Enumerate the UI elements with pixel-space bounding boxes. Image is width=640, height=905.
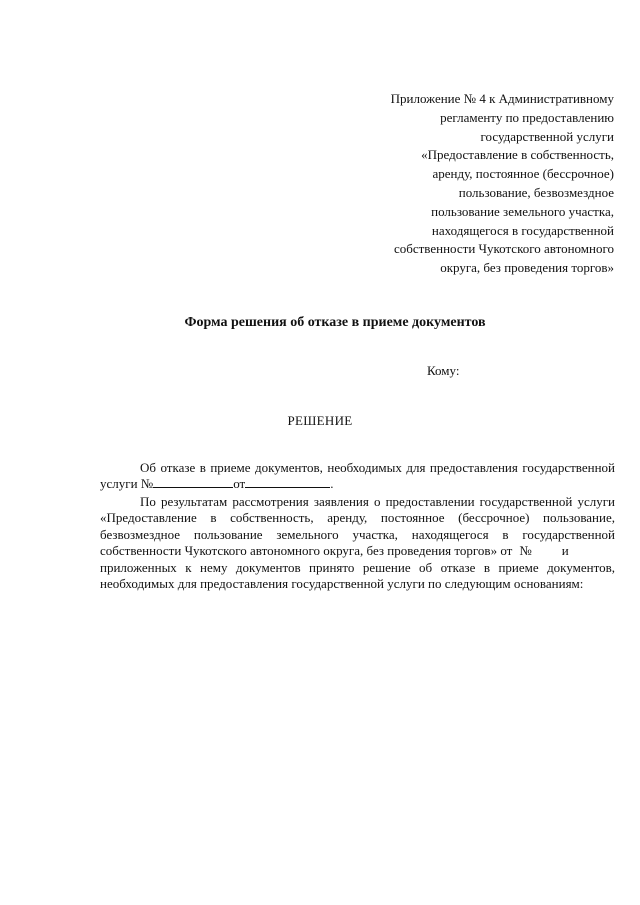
service-number-label: услуги № (100, 476, 154, 492)
appendix-line: Приложение № 4 к Административному (390, 91, 614, 106)
decision-heading: РЕШЕНИЕ (287, 413, 353, 428)
paragraph-line: приложенных к нему документов принято решение об отказе в приеме документов, (100, 559, 615, 575)
refusal-paragraph (100, 460, 615, 493)
service-number-blank[interactable] (153, 476, 233, 488)
line-end-period: . (330, 476, 334, 492)
paragraph-line (100, 476, 615, 492)
appendix-line: находящегося в государственной (431, 222, 614, 238)
appendix-line: государственной услуги (480, 128, 614, 144)
appendix-line: аренду, постоянное (бессрочное) (432, 166, 614, 182)
recipient-label: Кому: (427, 363, 460, 378)
paragraph-line (100, 543, 615, 559)
appendix-header (354, 90, 614, 278)
appendix-line: пользование земельного участка, (431, 203, 614, 219)
paragraph-line: необходимых для предоставления государственной услуги по следующим основаниям: (100, 576, 584, 592)
number-sign: № (519, 543, 532, 559)
paragraph-line: Об отказе в приеме документов, необходимых для предоставления государственной (140, 460, 615, 475)
form-title: Форма решения об отказе в приеме документов (184, 315, 486, 330)
appendix-line: «Предоставление в собственность, (421, 147, 614, 163)
date-blank[interactable] (245, 476, 330, 488)
application-date-text: собственности Чукотского автономного округа, без проведения торгов» от (100, 543, 513, 559)
paragraph-line: По результатам рассмотрения заявления о предоставлении государственной услуги (140, 494, 615, 509)
paragraph-line: безвозмездное пользование земельного участка, находящегося в государственной (100, 526, 615, 542)
appendix-line: регламенту по предоставлению (440, 109, 614, 125)
paragraph-line: «Предоставление в собственность, аренду, постоянное (бессрочное) пользование, (100, 510, 615, 526)
date-label: от (233, 476, 246, 492)
decision-paragraph (100, 494, 615, 592)
appendix-line: собственности Чукотского автономного (393, 241, 614, 257)
conjunction-and: и (561, 543, 569, 559)
appendix-line: пользование, безвозмездное (458, 184, 614, 200)
appendix-line: округа, без проведения торгов» (440, 260, 614, 276)
